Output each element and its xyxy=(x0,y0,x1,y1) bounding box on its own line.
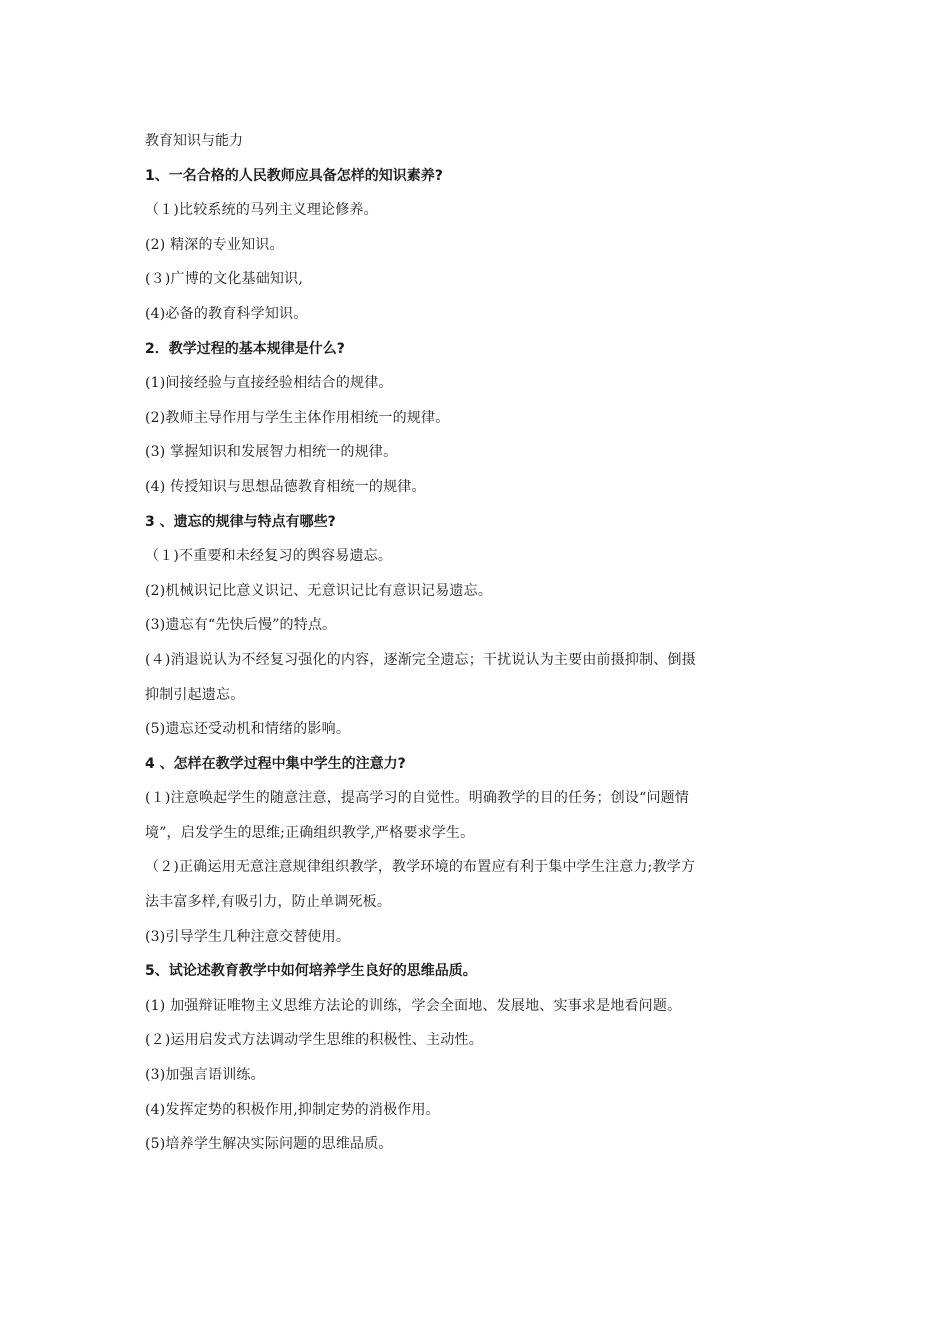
document-title: 教育知识与能力 xyxy=(145,133,243,149)
section-2-item-2: (2)教师主导作用与学生主体作用相统一的规律。 xyxy=(145,409,450,426)
section-4-item-3: (3)引导学生几种注意交替使用。 xyxy=(145,928,351,945)
section-4-item-1-continued: 境”，启发学生的思维;正确组织教学,严格要求学生。 xyxy=(145,824,475,841)
section-5-item-4: (4)发挥定势的积极作用,抑制定势的消极作用。 xyxy=(145,1101,440,1118)
section-2-item-1: (1)间接经验与直接经验相结合的规律。 xyxy=(145,375,393,392)
section-5-item-5: (5)培养学生解决实际问题的思维品质。 xyxy=(145,1136,393,1153)
section-1-item-3: (３)广博的文化基础知识, xyxy=(145,271,303,288)
section-4-heading: 4 、怎样在教学过程中集中学生的注意力? xyxy=(145,755,406,772)
section-5-item-2: (２)运用启发式方法调动学生思维的积极性、主动性。 xyxy=(145,1032,483,1049)
section-3-item-4-continued: 抑制引起遗忘。 xyxy=(145,686,245,703)
section-5-item-3: (3)加强言语训练。 xyxy=(145,1067,265,1084)
document-body xyxy=(145,124,825,1162)
section-3-item-4: (４)消退说认为不经复习强化的内容，逐渐完全遗忘；干扰说认为主要由前摄抑制、倒摄 xyxy=(145,651,696,668)
section-5-item-1: (1) 加强辩证唯物主义思维方法论的训练，学会全面地、发展地、实事求是地看问题。 xyxy=(145,997,682,1014)
section-3-item-1: （１)不重要和未经复习的舆容易遗忘。 xyxy=(145,548,393,565)
section-5-heading: 5、试论述教育教学中如何培养学生良好的思维品质。 xyxy=(145,963,477,980)
section-3-item-5: (5)遗忘还受动机和情绪的影响。 xyxy=(145,721,351,738)
section-1-item-4: (4)必备的教育科学知识。 xyxy=(145,305,308,322)
section-4-item-2: （２)正确运用无意注意规律组织教学，教学环境的布置应有利于集中学生注意力;教学方 xyxy=(145,859,696,876)
section-2-item-4: (4) 传授知识与思想品德教育相统一的规律。 xyxy=(145,478,426,495)
section-2-heading: 2．教学过程的基本规律是什么? xyxy=(145,340,345,357)
section-1-heading: 1、一名合格的人民教师应具备怎样的知识素养? xyxy=(145,167,443,184)
section-3-item-2: (2)机械识记比意义识记、无意识记比有意识记易遗忘。 xyxy=(145,582,493,599)
section-4-item-2-continued: 法丰富多样,有吸引力，防止单调死板。 xyxy=(145,894,392,911)
section-4-item-1: (１)注意唤起学生的随意注意，提高学习的自觉性。明确教学的目的任务；创设“问题情 xyxy=(145,790,690,807)
section-3-item-3: (3)遗忘有“先快后慢”的特点。 xyxy=(145,617,337,634)
section-2-item-3: (3) 掌握知识和发展智力相统一的规律。 xyxy=(145,444,398,461)
section-1-item-1: （１)比较系统的马列主义理论修养。 xyxy=(145,202,378,219)
section-1-item-2: (2) 精深的专业知识。 xyxy=(145,236,284,253)
section-3-heading: 3 、遗忘的规律与特点有哪些? xyxy=(145,513,336,530)
